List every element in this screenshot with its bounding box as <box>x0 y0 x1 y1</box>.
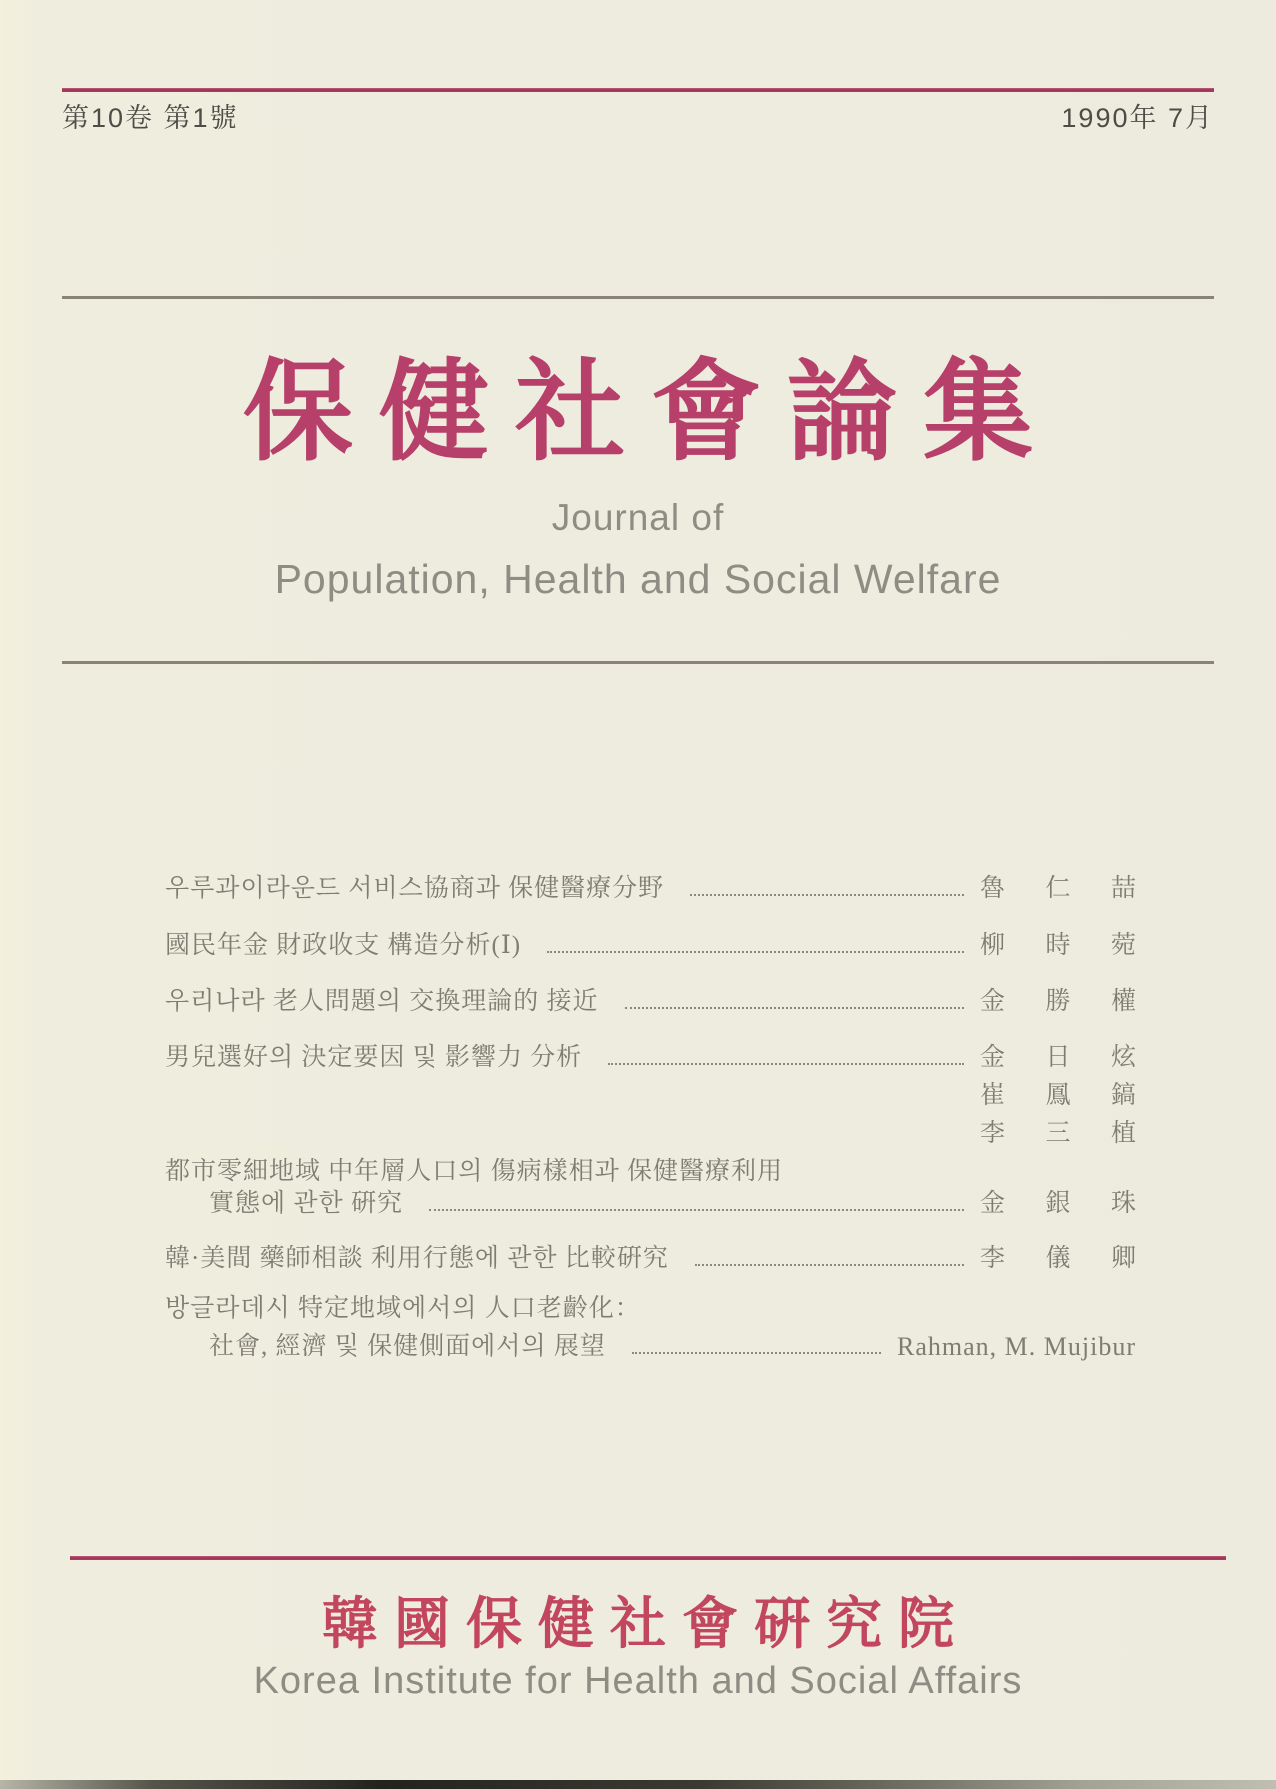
dotted-leader <box>608 1063 964 1065</box>
journal-subtitle-line1: Journal of <box>551 497 725 538</box>
toc-entry-title: 우루과이라운드 서비스協商과 保健醫療分野 <box>165 875 665 902</box>
toc-entry-title: 男兒選好의 決定要因 및 影響力 分析 <box>165 1044 583 1071</box>
dotted-leader <box>429 1209 964 1211</box>
toc-entry-3 <box>165 988 1136 1016</box>
toc-entry-5-line2 <box>165 1190 1136 1218</box>
toc-entry-author: 魯 仁 喆 <box>980 875 1136 902</box>
toc-entry-4 <box>165 1044 1136 1072</box>
upper-gray-rule <box>62 296 1214 299</box>
toc-entry-4-coauthor-2 <box>165 1120 1136 1148</box>
toc-entry-title: 社會, 經濟 및 保健側面에서의 展望 <box>209 1333 606 1360</box>
toc-entry-1 <box>165 875 1136 903</box>
toc-entry-author: 金 銀 珠 <box>980 1190 1136 1217</box>
toc-entry-author: 金 勝 權 <box>980 988 1136 1015</box>
toc-entry-author: Rahman, M. Mujibur <box>897 1332 1136 1361</box>
dotted-leader <box>690 894 964 896</box>
volume-issue-label: 第10卷 第1號 <box>62 103 239 133</box>
lower-gray-rule <box>62 661 1214 664</box>
toc-entry-title: 國民年金 財政收支 構造分析(Ⅰ) <box>165 932 522 959</box>
journal-title-cjk: 保健社會論集 <box>243 352 1059 474</box>
dotted-leader <box>695 1264 964 1266</box>
toc-entry-author: 柳 時 菀 <box>980 932 1136 959</box>
toc-entry-7-line2 <box>165 1333 1136 1361</box>
toc-entry-7-line1: 방글라데시 特定地域에서의 人口老齡化： <box>165 1295 641 1322</box>
table-of-contents <box>165 875 1136 1361</box>
toc-entry-5-line1: 都市零細地域 中年層人口의 傷病樣相과 保健醫療利用 <box>165 1158 784 1185</box>
dotted-leader <box>625 1007 964 1009</box>
toc-entry-author: 崔 鳳 鎬 <box>980 1082 1136 1109</box>
toc-entry-title: 韓·美間 藥師相談 利用行態에 관한 比較硏究 <box>165 1245 669 1272</box>
dotted-leader <box>547 951 964 953</box>
institute-name-cjk: 韓國保健社會硏究院 <box>322 1594 970 1656</box>
toc-entry-author: 李 三 植 <box>980 1120 1136 1147</box>
toc-entry-4-coauthor-1 <box>165 1082 1136 1110</box>
toc-entry-2 <box>165 932 1136 960</box>
toc-entry-6 <box>165 1245 1136 1273</box>
toc-entry-author: 金 日 炫 <box>980 1044 1136 1071</box>
issue-header <box>62 96 1214 135</box>
journal-subtitle-line2: Population, Health and Social Welfare <box>274 556 1002 602</box>
top-crimson-rule <box>62 88 1214 92</box>
institute-name-english: Korea Institute for Health and Social Affairs <box>253 1660 1023 1702</box>
page-bottom-edge <box>0 1780 1276 1789</box>
toc-entry-title: 우리나라 老人問題의 交換理論的 接近 <box>165 988 599 1015</box>
toc-entry-author: 李 儀 卿 <box>980 1245 1136 1272</box>
dotted-leader <box>632 1352 881 1354</box>
bottom-crimson-rule <box>70 1556 1226 1560</box>
issue-date-label: 1990年 7月 <box>1061 103 1214 133</box>
toc-entry-title: 實態에 관한 硏究 <box>209 1190 403 1217</box>
